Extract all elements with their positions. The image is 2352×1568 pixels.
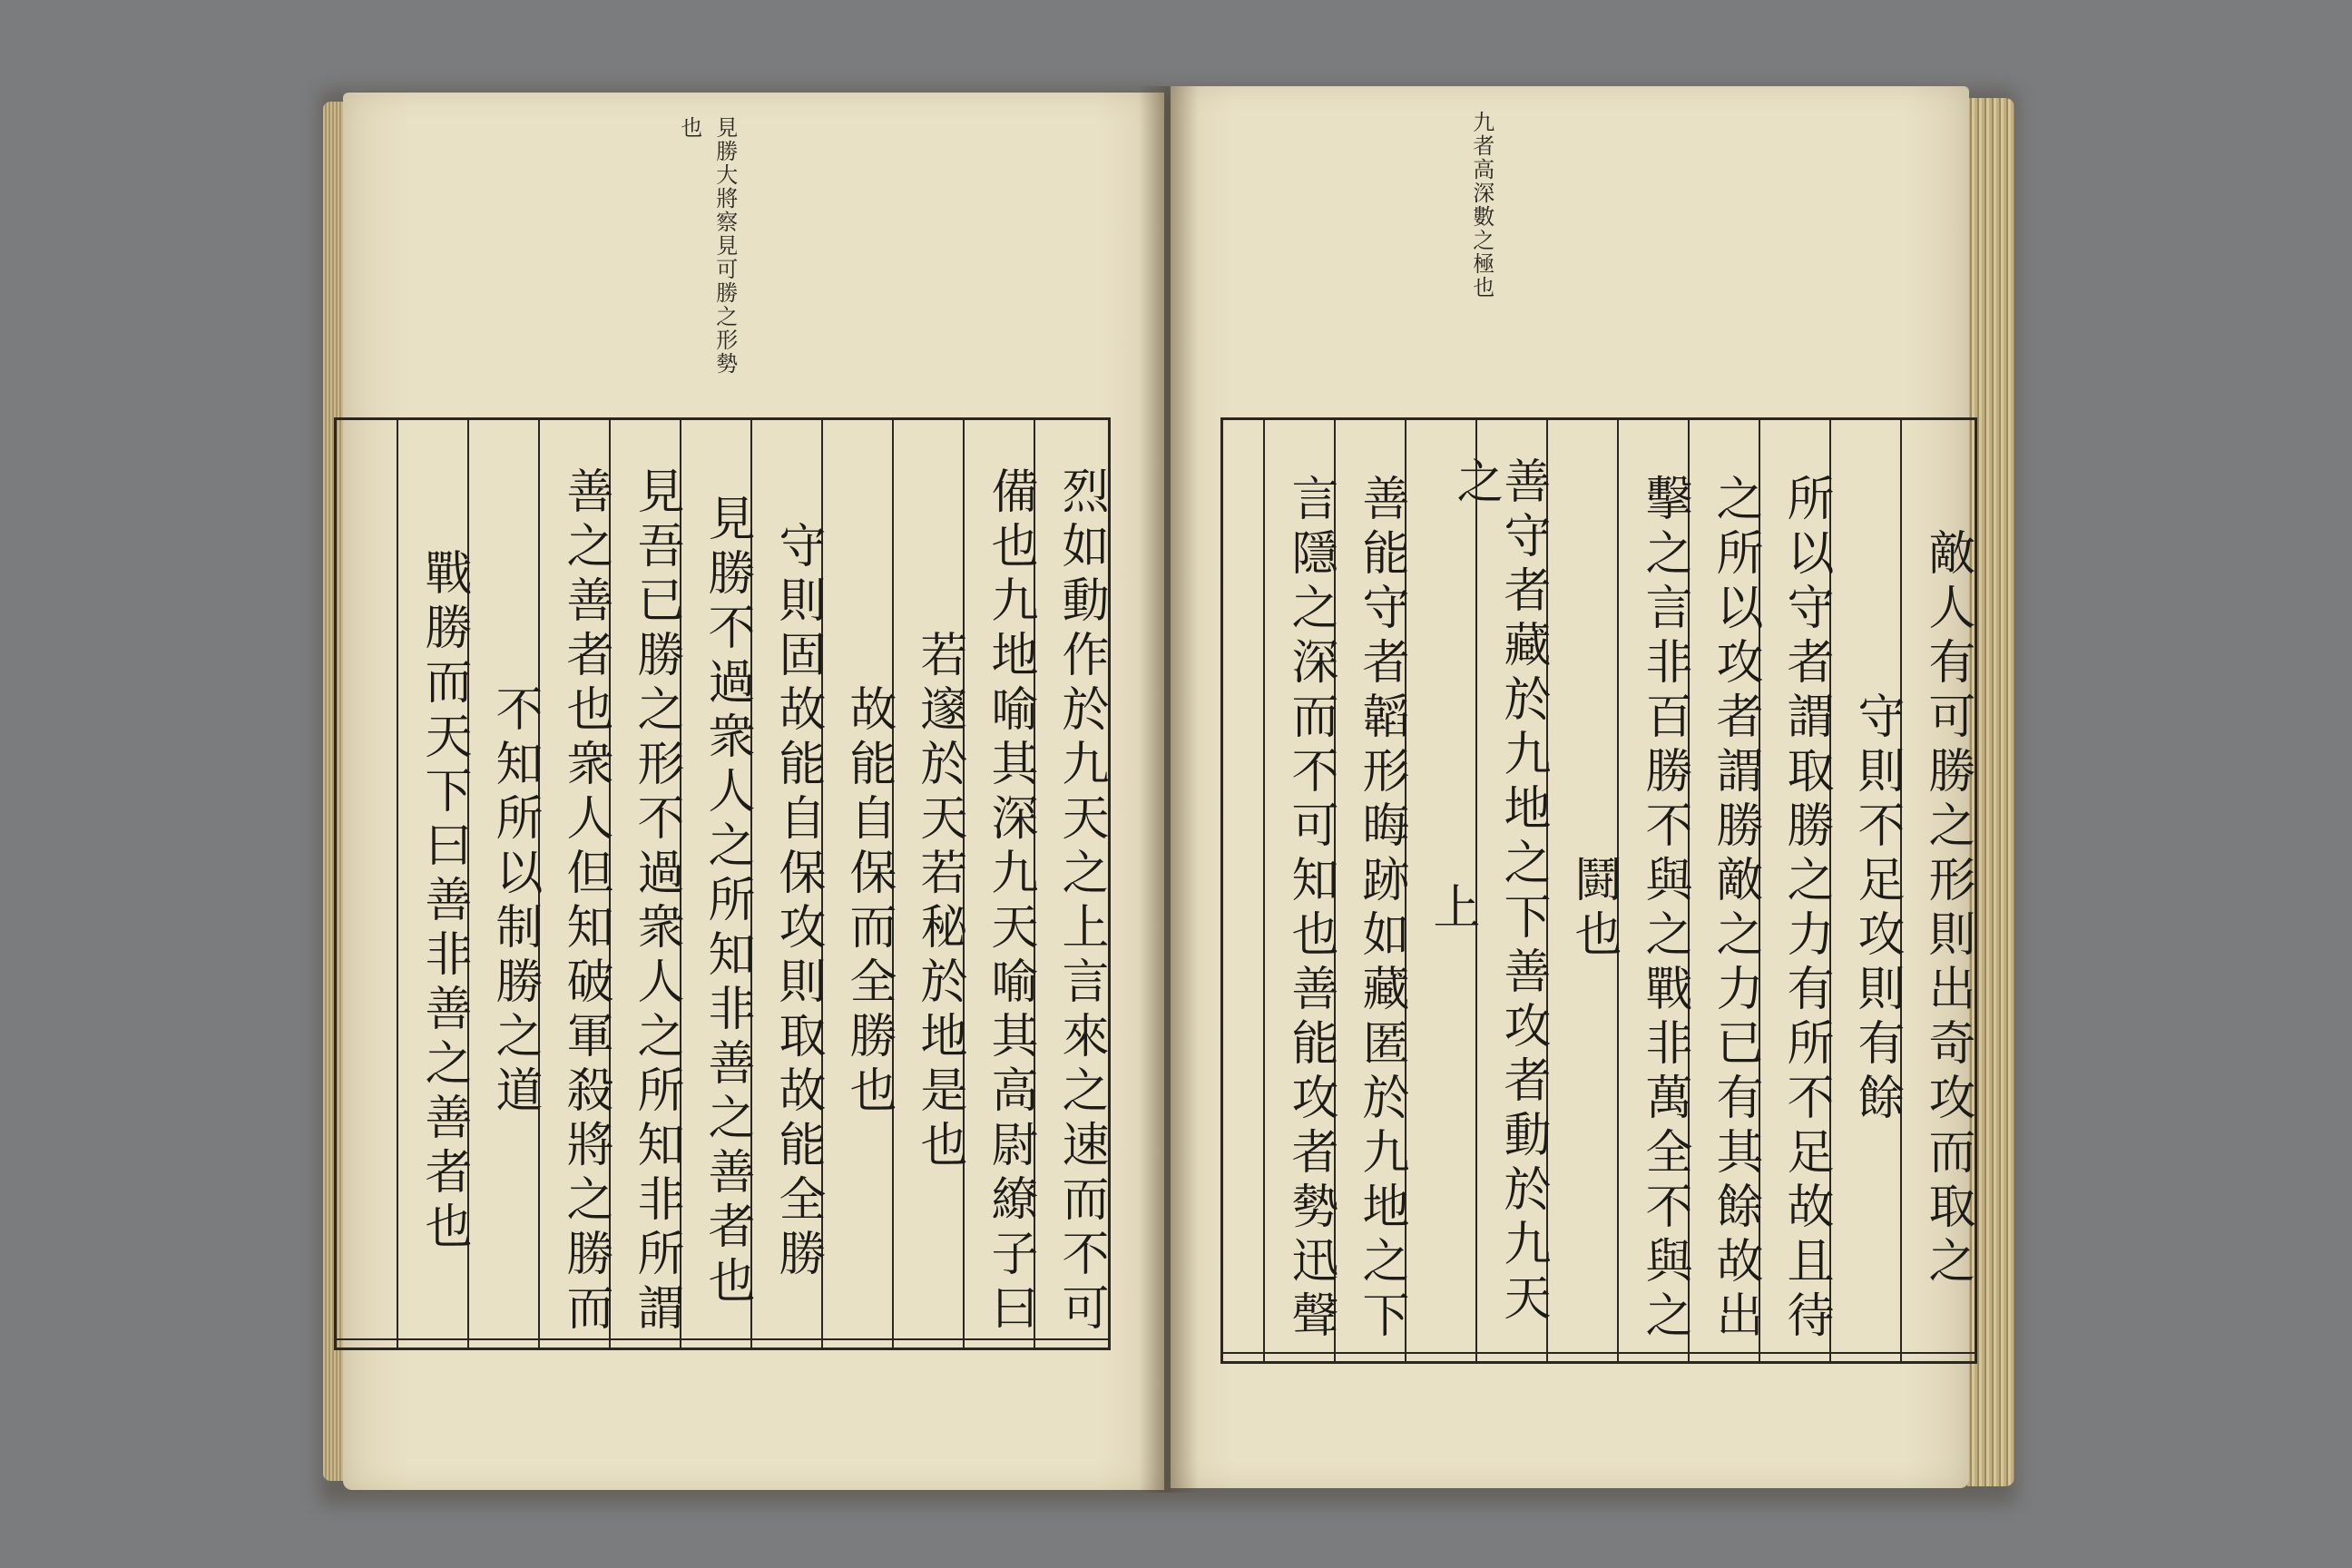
left-column-1 xyxy=(1034,420,1108,1348)
left-column-7 xyxy=(609,420,683,1348)
right-column-4-text: 之所以攻者謂勝敵之力已有其餘故出 xyxy=(1708,473,1762,1345)
book-gutter xyxy=(1139,86,1199,1493)
left-column-8 xyxy=(538,420,612,1348)
left-column-2 xyxy=(963,420,1037,1348)
right-column-9 xyxy=(1334,420,1408,1361)
left-column-2-text: 備也九地喻其深九天喻其高尉繚子曰 xyxy=(983,466,1037,1338)
left-column-4-text: 故能自保而全勝也 xyxy=(841,684,896,1120)
left-column-5-text: 守則固故能自保攻則取故能全勝 xyxy=(770,521,825,1283)
right-column-1-text: 敵人有可勝之形則出奇攻而取之 xyxy=(1920,527,1975,1290)
left-column-9-text: 不知所以制勝之道 xyxy=(487,684,542,1120)
left-column-10 xyxy=(397,420,471,1348)
left-top-note-1: 見勝大將察見可勝之形勢 xyxy=(711,116,738,376)
right-column-5-text: 擊之言非百勝不與之戰非萬全不與之 xyxy=(1637,473,1691,1345)
left-column-9 xyxy=(467,420,542,1348)
left-column-3 xyxy=(892,420,966,1348)
left-column-4 xyxy=(821,420,896,1348)
left-column-1-text: 烈如動作於九天之上言來之速而不可 xyxy=(1054,466,1108,1338)
right-column-3 xyxy=(1759,420,1833,1361)
right-column-10 xyxy=(1263,420,1338,1361)
right-column-2-text: 守則不足攻則有餘 xyxy=(1849,691,1904,1127)
left-top-note-2: 也 xyxy=(676,116,702,140)
right-column-6-text: 鬪也 xyxy=(1566,854,1621,964)
right-column-4 xyxy=(1688,420,1762,1361)
left-column-8-text: 善之善者也衆人但知破軍殺將之勝而 xyxy=(558,466,612,1338)
left-column-10-text: 戰勝而天下曰善非善之善者也 xyxy=(416,548,471,1256)
left-column-7-text: 見吾已勝之形不過衆人之所知非所謂 xyxy=(629,466,683,1338)
right-column-7-text: 善守者藏於九地之下善攻者動於九天之 xyxy=(1448,456,1550,1328)
right-column-3-text: 所以守者謂取勝之力有所不足故且待 xyxy=(1779,473,1833,1345)
right-column-9-text: 善能守者韜形晦跡如藏匿於九地之下 xyxy=(1354,473,1408,1345)
left-column-3-text: 若邃於天若秘於地是也 xyxy=(912,630,966,1174)
right-text-frame xyxy=(1220,417,1977,1364)
right-column-7 xyxy=(1448,420,1550,1361)
left-column-5 xyxy=(750,420,825,1348)
right-column-2 xyxy=(1829,420,1904,1361)
right-column-8 xyxy=(1405,420,1479,1361)
right-column-5 xyxy=(1617,420,1691,1361)
right-column-10-text: 言隱之深而不可知也善能攻者勢迅聲 xyxy=(1283,473,1338,1345)
left-column-6-text: 見勝不過衆人之所知非善之善者也 xyxy=(700,494,754,1310)
left-column-6 xyxy=(680,420,754,1348)
right-column-8-text: 上 xyxy=(1425,881,1479,936)
right-top-note: 九者高深數之極也 xyxy=(1468,111,1494,299)
left-text-frame xyxy=(334,417,1111,1350)
right-column-1 xyxy=(1900,420,1975,1361)
right-column-6 xyxy=(1546,420,1621,1361)
